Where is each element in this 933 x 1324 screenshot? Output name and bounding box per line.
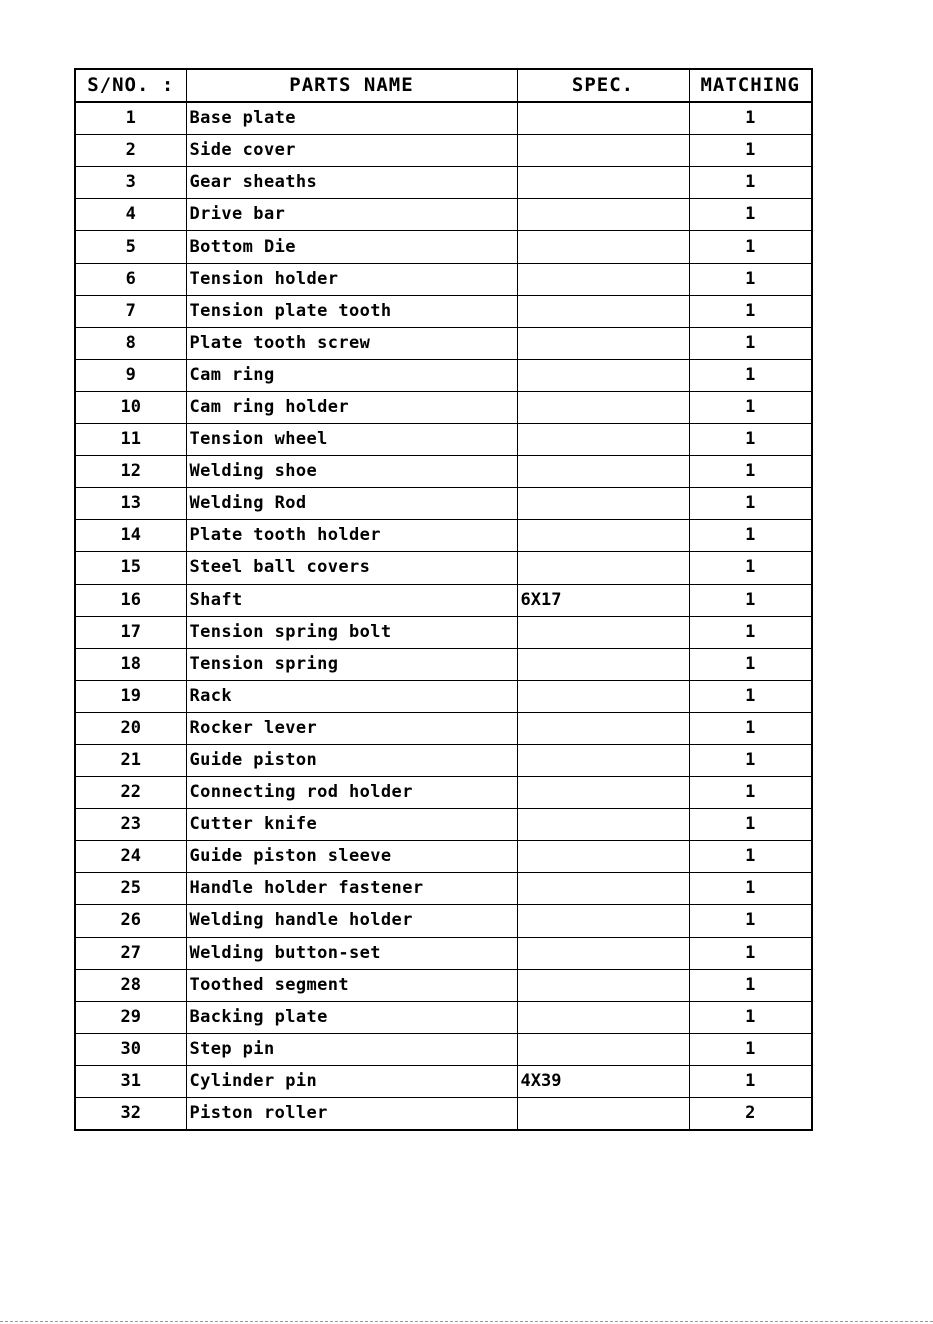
page-bottom-rule	[0, 1321, 933, 1322]
row-part-name: Bottom Die	[186, 231, 517, 263]
row-sno: 4	[75, 199, 186, 231]
table-row	[75, 263, 812, 295]
row-matching: 1	[689, 295, 812, 327]
row-matching: 1	[689, 648, 812, 680]
row-part-name: Tension plate tooth	[186, 295, 517, 327]
row-sno: 32	[75, 1098, 186, 1131]
row-sno: 13	[75, 488, 186, 520]
table-row	[75, 327, 812, 359]
row-part-name: Tension wheel	[186, 424, 517, 456]
table-row	[75, 488, 812, 520]
row-matching: 1	[689, 905, 812, 937]
row-sno: 22	[75, 777, 186, 809]
row-spec	[517, 488, 689, 520]
row-matching: 1	[689, 456, 812, 488]
row-spec: 4X39	[517, 1065, 689, 1097]
row-sno: 12	[75, 456, 186, 488]
header-row	[75, 69, 812, 102]
row-part-name: Tension spring	[186, 648, 517, 680]
row-spec	[517, 905, 689, 937]
row-matching: 1	[689, 777, 812, 809]
row-sno: 10	[75, 391, 186, 423]
row-part-name: Cam ring	[186, 359, 517, 391]
row-part-name: Guide piston	[186, 744, 517, 776]
row-matching: 1	[689, 520, 812, 552]
row-part-name: Guide piston sleeve	[186, 841, 517, 873]
row-matching: 1	[689, 841, 812, 873]
row-sno: 8	[75, 327, 186, 359]
row-matching: 1	[689, 199, 812, 231]
row-sno: 5	[75, 231, 186, 263]
row-spec	[517, 391, 689, 423]
header-sno: S/NO. :	[75, 69, 186, 102]
row-spec	[517, 135, 689, 167]
row-matching: 1	[689, 231, 812, 263]
table-row	[75, 1098, 812, 1131]
row-sno: 25	[75, 873, 186, 905]
row-sno: 20	[75, 712, 186, 744]
table-row	[75, 231, 812, 263]
header-spec: SPEC.	[517, 69, 689, 102]
table-row	[75, 777, 812, 809]
table-row	[75, 295, 812, 327]
row-sno: 16	[75, 584, 186, 616]
row-sno: 17	[75, 616, 186, 648]
row-spec	[517, 231, 689, 263]
row-part-name: Toothed segment	[186, 969, 517, 1001]
row-matching: 1	[689, 488, 812, 520]
table-row	[75, 520, 812, 552]
row-spec	[517, 712, 689, 744]
row-matching: 1	[689, 809, 812, 841]
row-sno: 18	[75, 648, 186, 680]
row-spec	[517, 102, 689, 135]
table-row	[75, 969, 812, 1001]
row-part-name: Side cover	[186, 135, 517, 167]
table-body	[75, 102, 812, 1130]
row-spec	[517, 199, 689, 231]
row-matching: 1	[689, 135, 812, 167]
table-header	[75, 69, 812, 102]
parts-list-table	[74, 68, 813, 1131]
row-matching: 2	[689, 1098, 812, 1131]
row-matching: 1	[689, 1065, 812, 1097]
row-matching: 1	[689, 263, 812, 295]
header-parts-name: PARTS NAME	[186, 69, 517, 102]
row-part-name: Handle holder fastener	[186, 873, 517, 905]
row-spec	[517, 327, 689, 359]
table-row	[75, 424, 812, 456]
row-matching: 1	[689, 584, 812, 616]
row-part-name: Plate tooth screw	[186, 327, 517, 359]
row-sno: 2	[75, 135, 186, 167]
row-matching: 1	[689, 712, 812, 744]
row-sno: 30	[75, 1033, 186, 1065]
row-spec	[517, 1098, 689, 1131]
table-row	[75, 905, 812, 937]
row-part-name: Steel ball covers	[186, 552, 517, 584]
row-spec	[517, 809, 689, 841]
row-spec	[517, 680, 689, 712]
row-sno: 21	[75, 744, 186, 776]
row-sno: 9	[75, 359, 186, 391]
row-spec	[517, 1001, 689, 1033]
row-sno: 31	[75, 1065, 186, 1097]
row-spec	[517, 552, 689, 584]
row-spec	[517, 263, 689, 295]
table-row	[75, 744, 812, 776]
row-matching: 1	[689, 616, 812, 648]
row-sno: 6	[75, 263, 186, 295]
row-spec	[517, 744, 689, 776]
row-part-name: Plate tooth holder	[186, 520, 517, 552]
header-matching: MATCHING	[689, 69, 812, 102]
row-matching: 1	[689, 680, 812, 712]
row-matching: 1	[689, 1033, 812, 1065]
row-part-name: Tension spring bolt	[186, 616, 517, 648]
row-part-name: Backing plate	[186, 1001, 517, 1033]
row-matching: 1	[689, 167, 812, 199]
table-row	[75, 648, 812, 680]
row-sno: 28	[75, 969, 186, 1001]
row-spec	[517, 873, 689, 905]
row-part-name: Cylinder pin	[186, 1065, 517, 1097]
row-part-name: Cutter knife	[186, 809, 517, 841]
row-sno: 24	[75, 841, 186, 873]
table-row	[75, 937, 812, 969]
table-row	[75, 391, 812, 423]
row-spec	[517, 1033, 689, 1065]
row-spec	[517, 520, 689, 552]
row-sno: 7	[75, 295, 186, 327]
row-part-name: Tension holder	[186, 263, 517, 295]
row-sno: 3	[75, 167, 186, 199]
row-part-name: Piston roller	[186, 1098, 517, 1131]
row-sno: 29	[75, 1001, 186, 1033]
row-matching: 1	[689, 1001, 812, 1033]
row-spec	[517, 841, 689, 873]
row-spec	[517, 969, 689, 1001]
row-part-name: Drive bar	[186, 199, 517, 231]
row-part-name: Base plate	[186, 102, 517, 135]
table-row	[75, 359, 812, 391]
row-matching: 1	[689, 937, 812, 969]
row-spec	[517, 937, 689, 969]
row-part-name: Welding button-set	[186, 937, 517, 969]
table-row	[75, 552, 812, 584]
row-matching: 1	[689, 424, 812, 456]
row-part-name: Step pin	[186, 1033, 517, 1065]
row-sno: 19	[75, 680, 186, 712]
row-spec	[517, 167, 689, 199]
row-matching: 1	[689, 327, 812, 359]
row-spec	[517, 424, 689, 456]
row-matching: 1	[689, 873, 812, 905]
table-row	[75, 135, 812, 167]
table-row	[75, 809, 812, 841]
table-row	[75, 584, 812, 616]
table-row	[75, 199, 812, 231]
table-row	[75, 456, 812, 488]
row-sno: 23	[75, 809, 186, 841]
row-part-name: Welding Rod	[186, 488, 517, 520]
row-matching: 1	[689, 391, 812, 423]
row-matching: 1	[689, 552, 812, 584]
row-part-name: Connecting rod holder	[186, 777, 517, 809]
table-row	[75, 1065, 812, 1097]
table-row	[75, 167, 812, 199]
row-sno: 27	[75, 937, 186, 969]
row-matching: 1	[689, 744, 812, 776]
table-row	[75, 873, 812, 905]
row-part-name: Welding shoe	[186, 456, 517, 488]
row-part-name: Rocker lever	[186, 712, 517, 744]
row-spec	[517, 456, 689, 488]
row-sno: 14	[75, 520, 186, 552]
row-part-name: Cam ring holder	[186, 391, 517, 423]
row-spec: 6X17	[517, 584, 689, 616]
row-sno: 11	[75, 424, 186, 456]
table-row	[75, 712, 812, 744]
row-spec	[517, 359, 689, 391]
row-part-name: Welding handle holder	[186, 905, 517, 937]
row-spec	[517, 616, 689, 648]
row-part-name: Rack	[186, 680, 517, 712]
table-row	[75, 841, 812, 873]
row-part-name: Shaft	[186, 584, 517, 616]
table-row	[75, 1033, 812, 1065]
table-row	[75, 1001, 812, 1033]
table-row	[75, 616, 812, 648]
row-matching: 1	[689, 969, 812, 1001]
row-spec	[517, 295, 689, 327]
row-spec	[517, 648, 689, 680]
row-part-name: Gear sheaths	[186, 167, 517, 199]
table-row	[75, 680, 812, 712]
row-sno: 26	[75, 905, 186, 937]
row-spec	[517, 777, 689, 809]
row-sno: 15	[75, 552, 186, 584]
table-row	[75, 102, 812, 135]
row-sno: 1	[75, 102, 186, 135]
row-matching: 1	[689, 102, 812, 135]
row-matching: 1	[689, 359, 812, 391]
